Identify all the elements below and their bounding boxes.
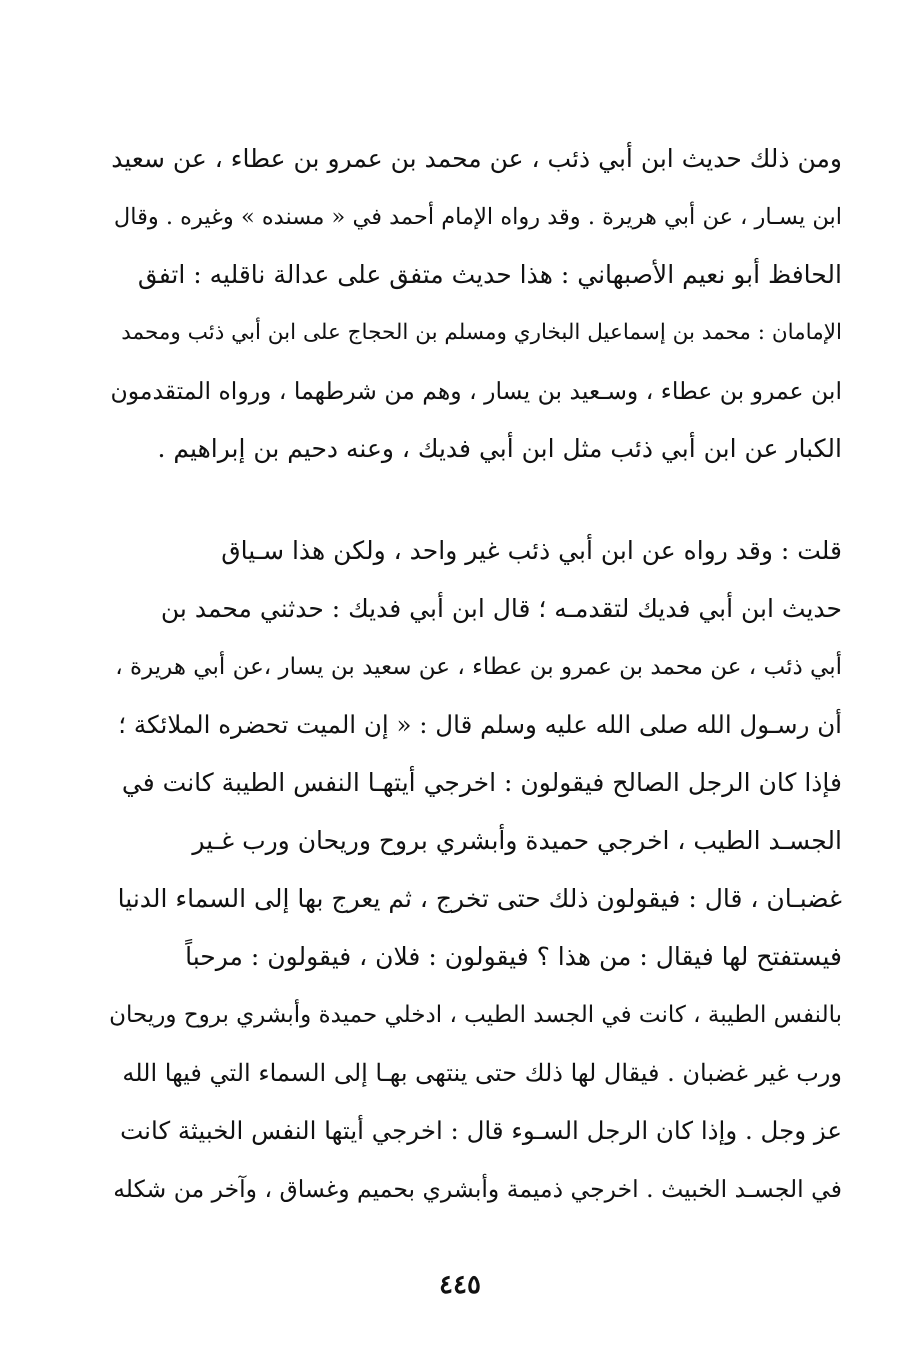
text-line: الإمامان : محمد بن إسماعيل البخاري ومسلم بن الحجاج على ابن أبي ذئب ومحمد [121,320,842,345]
text-line: ومن ذلك حديث ابن أبي ذئب ، عن محمد بن عمرو بن عطاء ، عن سعيد [111,144,842,173]
text-line: حديث ابن أبي فديك لتقدمـه ؛ قال ابن أبي فديك : حدثني محمد بن [160,594,842,623]
text-line: ورب غير غضبان . فيقال لها ذلك حتى ينتهى بهـا إلى السماء التي فيها الله [122,1059,842,1087]
text-line: الكبار عن ابن أبي ذئب مثل ابن أبي فديك ، وعنه دحيم بن إبراهيم . [157,434,842,463]
text-line: الجسـد الطيب ، اخرجي حميدة وأبشري بروح وريحان ورب غـير [192,826,842,855]
page-number: ٤٤٥ [439,1270,481,1300]
text-line: ابن يسـار ، عن أبي هريرة . وقد رواه الإمام أحمد في « مسنده » وغيره . وقال [113,204,842,230]
text-line: أبي ذئب ، عن محمد بن عمرو بن عطاء ، عن سعيد بن يسار ،عن أبي هريرة ، [115,654,842,680]
text-line: عز وجل . وإذا كان الرجل السـوء قال : اخرجي أيتها النفس الخبيثة كانت [120,1116,842,1145]
text-line: أن رسـول الله صلى الله عليه وسلم قال : « إن الميت تحضره الملائكة ؛ [118,710,842,739]
text-line: ابن عمرو بن عطاء ، وسـعيد بن يسار ، وهم من شرطهما ، ورواه المتقدمون [110,377,842,405]
text-line: قلت : وقد رواه عن ابن أبي ذئب غير واحد ، ولكن هذا سـياق [221,536,842,565]
text-line: الحافظ أبو نعيم الأصبهاني : هذا حديث متفق على عدالة ناقليه : اتفق [137,260,842,289]
text-line: فإذا كان الرجل الصالح فيقولون : اخرجي أيتهـا النفس الطيبة كانت في [121,768,842,797]
text-line: بالنفس الطيبة ، كانت في الجسد الطيب ، ادخلي حميدة وأبشري بروح وريحان [109,1002,842,1028]
text-line: في الجسـد الخبيث . اخرجي ذميمة وأبشري بحميم وغساق ، وآخر من شكله [113,1175,842,1203]
text-line: فيستفتح لها فيقال : من هذا ؟ فيقولون : فلان ، فيقولون : مرحباً [185,942,842,971]
paragraph-1 [108,130,842,478]
paragraph-2 [108,522,842,1218]
text-line: غضبـان ، قال : فيقولون ذلك حتى تخرج ، ثم يعرج بها إلى السماء الدنيا [117,884,842,913]
